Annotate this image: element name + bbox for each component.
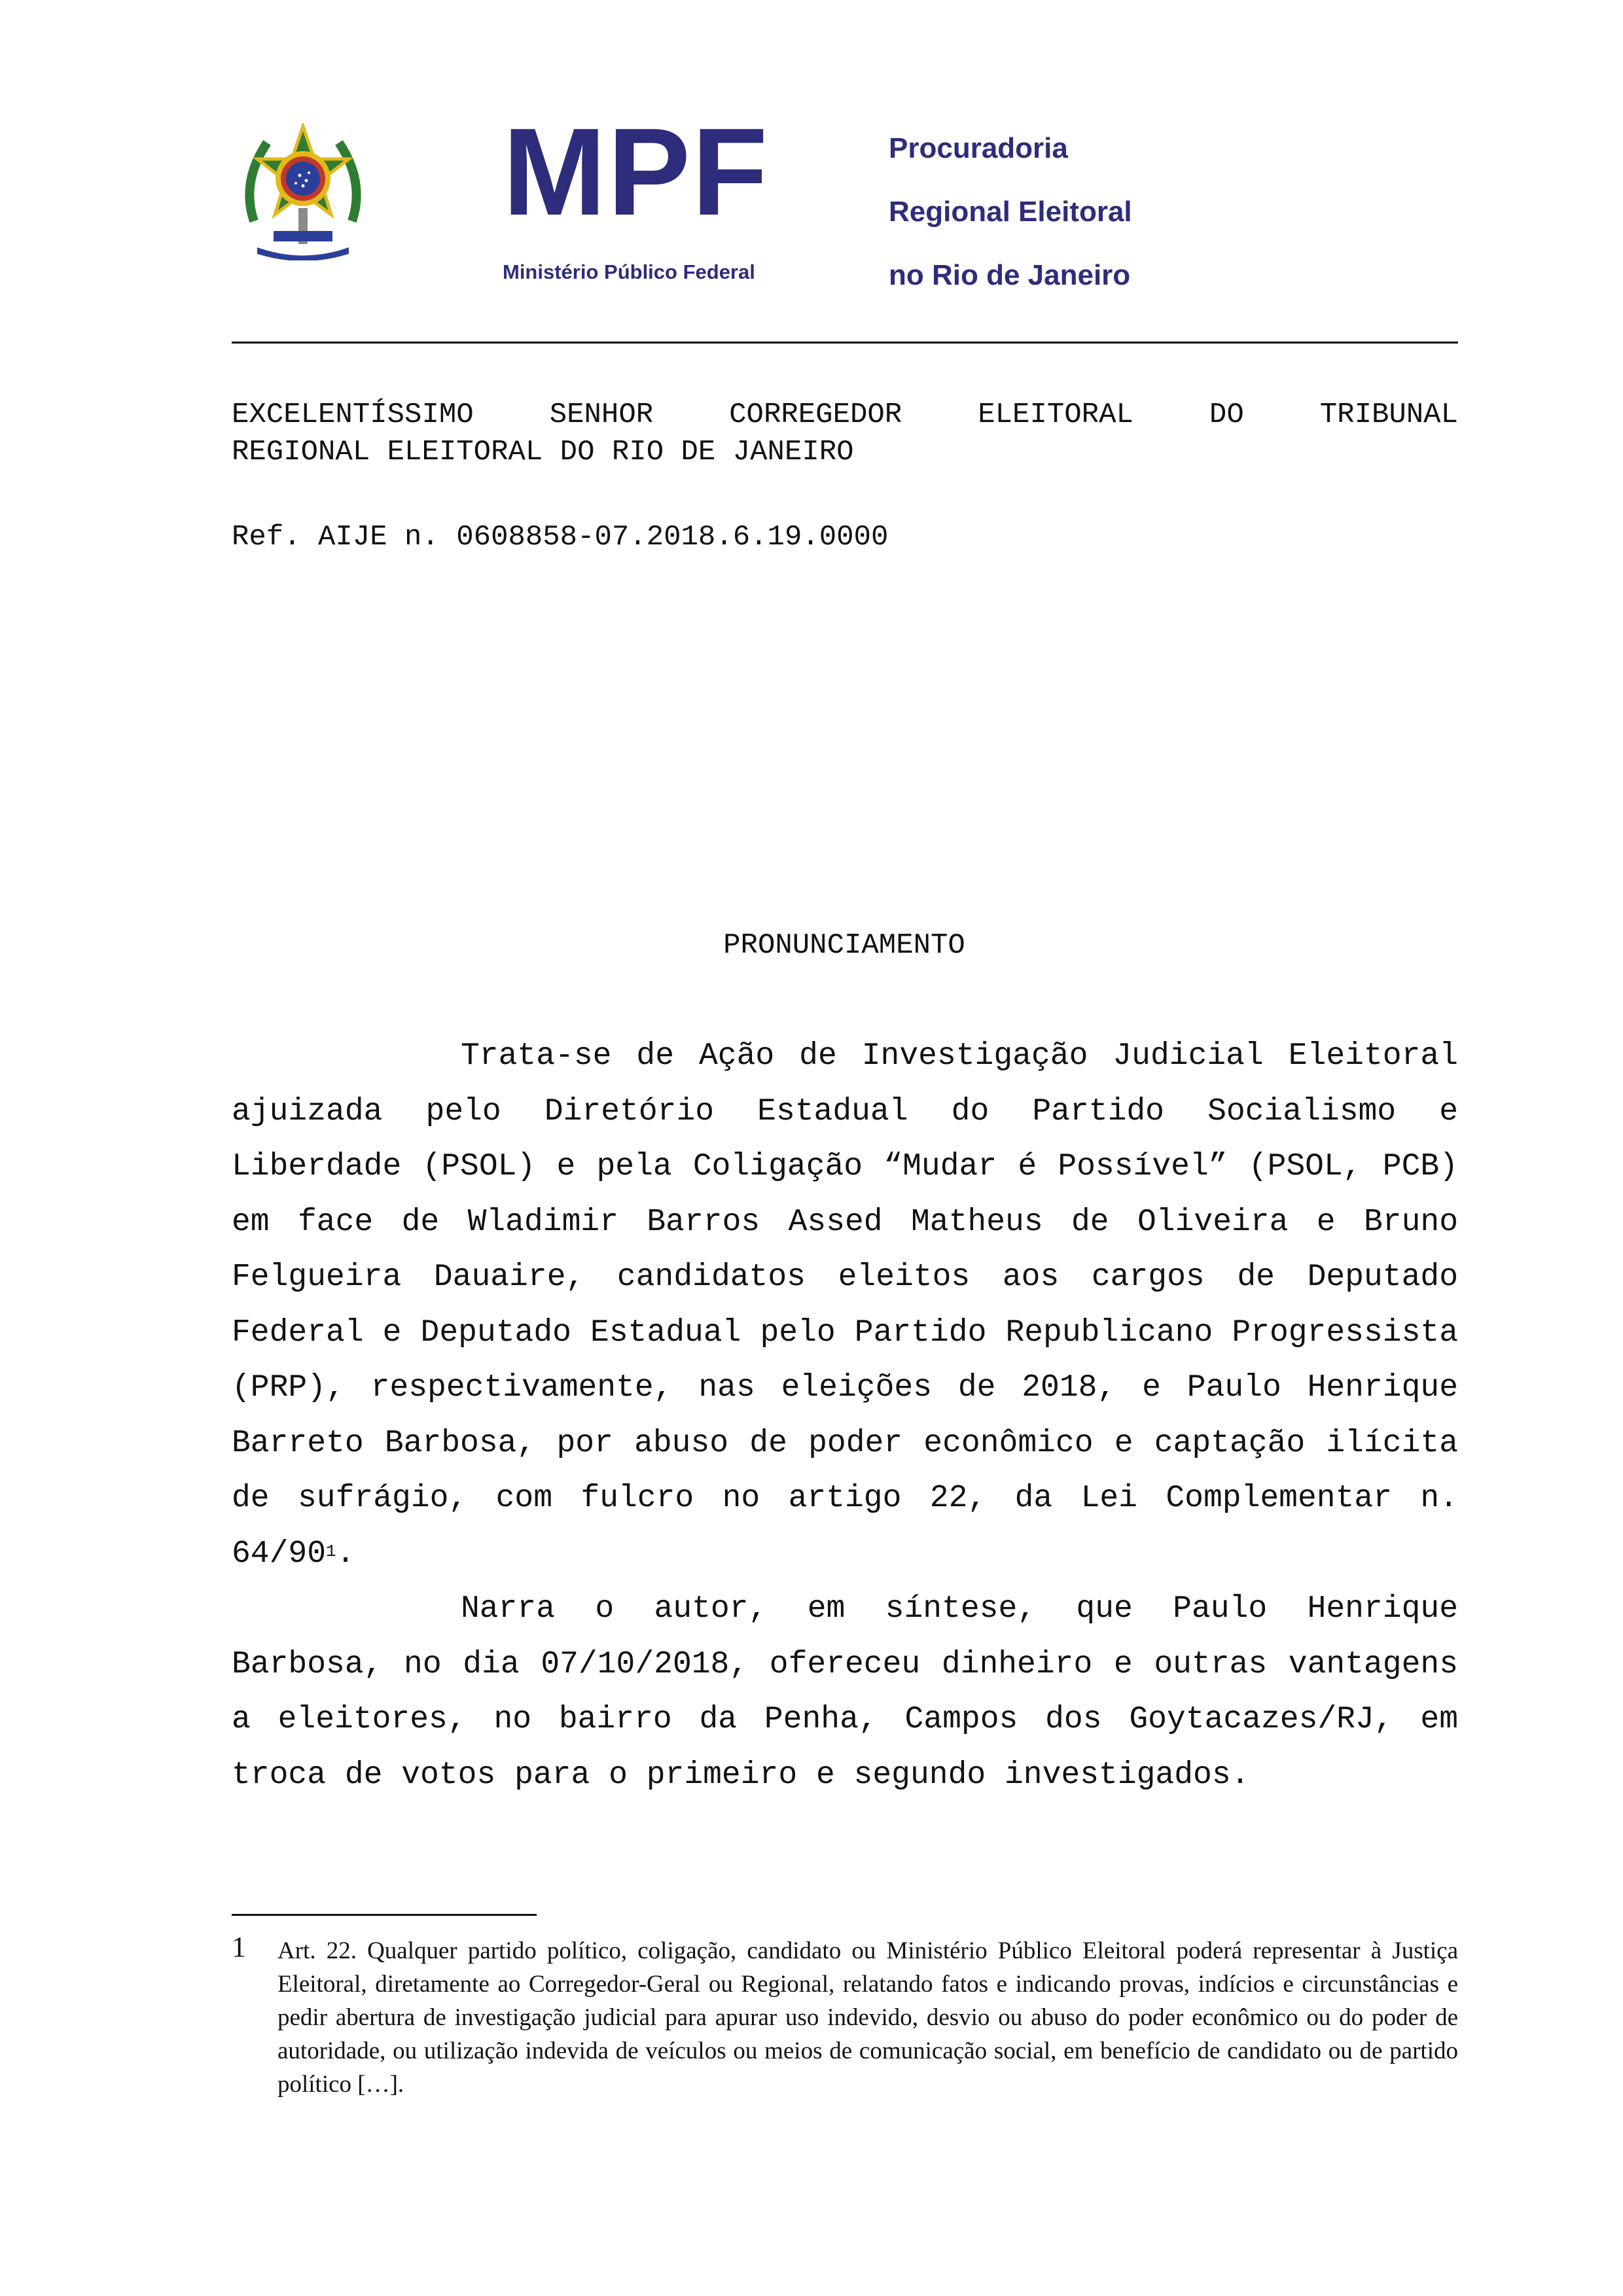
paragraph-2: Narra o autor, em síntese, que Paulo Henrique Barbosa, no dia 07/10/2018, ofereceu dinheiro e outras vantagens a eleitores, no bairro da Penha, Campos dos Goytacazes/RJ, em troca de votos para o primeiro e segundo investigados. — [232, 1591, 1458, 1793]
addressee-block — [232, 397, 1458, 471]
office-name — [889, 116, 1132, 307]
coat-of-arms-emblem — [241, 123, 365, 260]
header-divider — [232, 342, 1458, 344]
office-line-1: Procuradoria — [889, 132, 1068, 164]
footnote-divider — [232, 1914, 537, 1916]
paragraph-1 — [232, 1029, 1458, 1581]
office-line-2: Regional Eleitoral — [889, 196, 1132, 228]
paragraph-1-text: Trata-se de Ação de Investigação Judicial Eleitoral ajuizada pelo Diretório Estadual do Partido Socialismo e Liberdade (PSOL) e pela Coligação “Mudar é Possível” (PSOL, PCB) em face de Wladimir Barros Assed Matheus de Oliveira e Bruno Felgueira Dauaire, candidatos eleitos aos cargos de Deputado Federal e Deputado Estadual pelo Partido Republicano Progressista (PRP), respectivamente, nas eleições de 2018, e Paulo Henrique Barreto Barbosa, por abuso de poder econômico e captação ilícita de sufrágio, com fulcro no artigo 22, da Lei Complementar n. 64/90 — [232, 1038, 1458, 1572]
addressee-line-2: REGIONAL ELEITORAL DO RIO DE JANEIRO — [232, 436, 854, 468]
mpf-logo-text: MPF — [503, 103, 770, 241]
case-reference: Ref. AIJE n. 0608858-07.2018.6.19.0000 — [232, 521, 889, 554]
footnote-text: Art. 22. Qualquer partido político, coligação, candidato ou Ministério Público Eleitoral poderá representar à Justiça Eleitoral, diretamente ao Corregedor-Geral ou Regional, relatando fatos e indicando provas, indícios e circunstâncias e pedir abertura de investigação judicial para apurar uso indevido, desvio ou abuso do poder econômico ou do poder de autoridade, ou utilização indevida de veículos ou meios de comunicação social, em benefício de candidato ou de partido político […]. — [277, 1937, 1458, 2098]
office-line-3: no Rio de Janeiro — [889, 259, 1131, 291]
paragraph-1-end: . — [336, 1536, 355, 1572]
footnote-number: 1 — [232, 1931, 246, 1963]
footnote-reference[interactable]: 1 — [326, 1541, 336, 1561]
addressee-line-1: EXCELENTÍSSIMO SENHOR CORREGEDOR ELEITORAL DO TRIBUNAL — [232, 398, 1458, 431]
document-title: PRONUNCIAMENTO — [723, 929, 965, 962]
mpf-logo-subtitle: Ministério Público Federal — [503, 260, 755, 283]
document-body — [232, 1029, 1458, 1803]
